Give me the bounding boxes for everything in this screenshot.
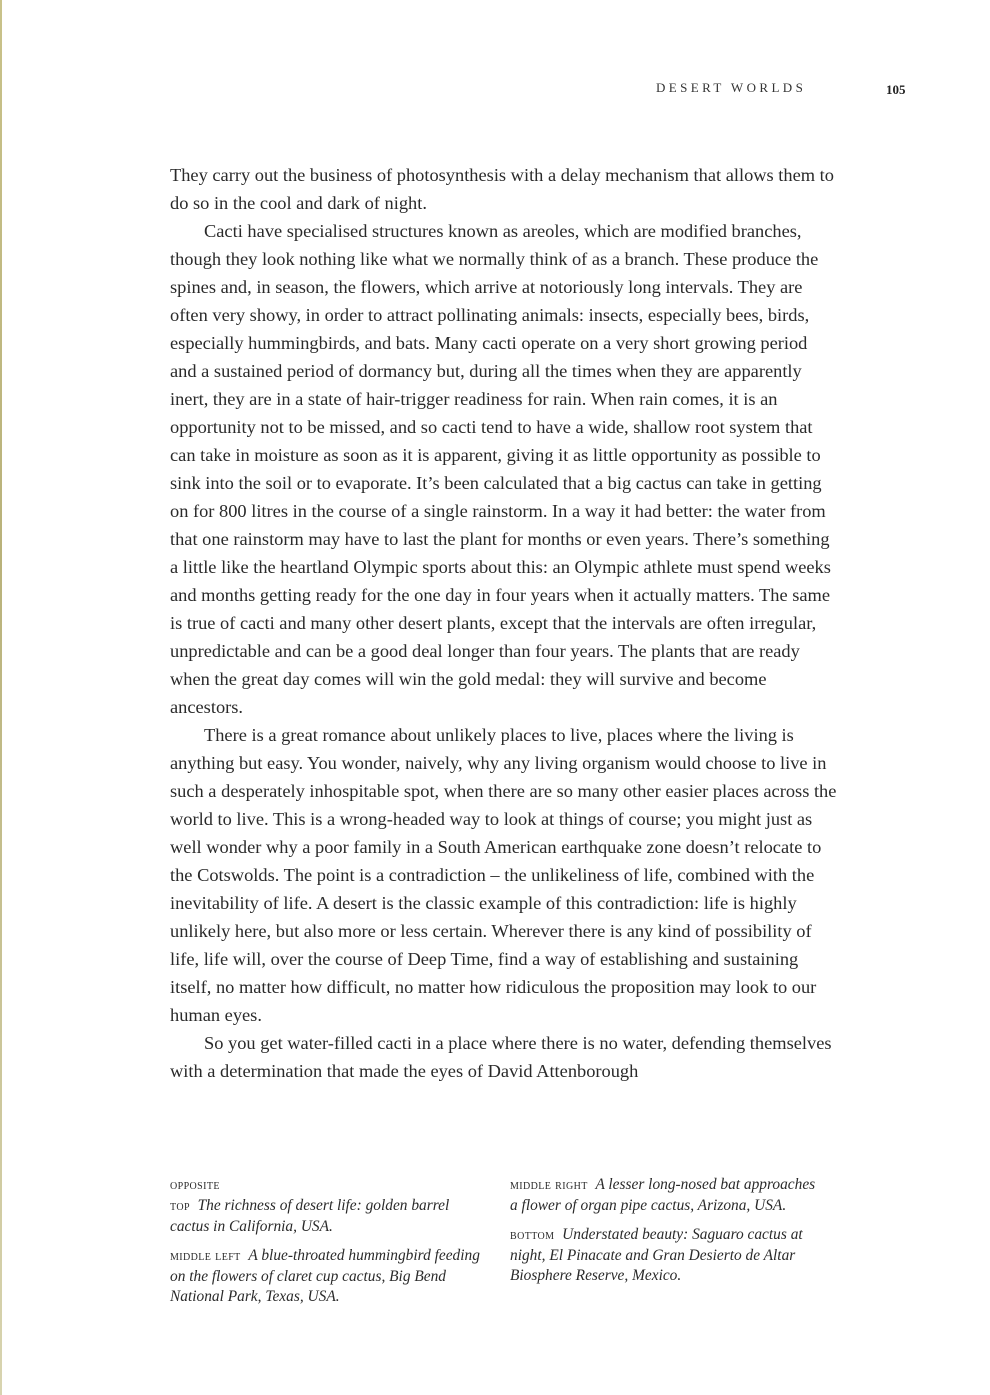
caption-middle-left [170,1246,480,1307]
caption-middle-left-text: A blue-throated hummingbird feeding on the flowers of claret cup cactus, Big Bend National Park, Texas, USA. [170,1247,480,1305]
paragraph: They carry out the business of photosynthesis with a delay mechanism that allows them to do so in the cool and dark of night. [170,165,834,213]
caption-column-left [170,1175,480,1316]
caption-middle-right [510,1175,820,1216]
paragraph: Cacti have specialised structures known as areoles, which are modified branches, though they look nothing like what we normally think of as a branch. These produce the spines and, in season, the flowers, which arrive at notoriously long intervals. They are often very showy, in order to attract pollinating animals: insects, especially bees, birds, especially hummingbirds, and bats. Many cacti operate on a very short growing period and a sustained period of dormancy but, during all the times when they are apparently inert, they are in a state of hair-trigger readiness for rain. When rain comes, it is an opportunity not to be missed, and so cacti tend to have a wide, shallow root system that can take in moisture as soon as it is apparent, giving it as little opportunity as possible to sink into the soil or to evaporate. It’s been calculated that a big cactus can take in getting on for 800 litres in the course of a single rainstorm. In a way it had better: the water from that one rainstorm may have to last the plant for months or even years. There’s something a little like the heartland Olympic sports about this: an Olympic athlete must spend weeks and months getting ready for the one day in four years when it actually matters. The same is true of cacti and many other desert plants, except that the intervals are often irregular, unpredictable and can be a good deal longer than four years. The plants that are ready when the great day comes will win the gold medal: they will survive and become ancestors. [170,221,831,717]
caption-opposite-label: opposite [170,1178,220,1193]
caption-middle-left-label: middle left [170,1249,241,1264]
paragraph: So you get water-filled cacti in a place where there is no water, defending themselves with a determination that made the eyes of David Attenborough [170,1033,832,1081]
caption-bottom [510,1225,820,1286]
photo-captions [170,1175,838,1315]
page-edge-line [0,0,2,1395]
caption-bottom-label: bottom [510,1228,555,1243]
caption-bottom-text: Understated beauty: Saguaro cactus at night, El Pinacate and Gran Desierto de Altar Biosphere Reserve, Mexico. [510,1226,803,1284]
caption-column-right [510,1175,820,1295]
caption-middle-right-label: middle right [510,1178,588,1193]
running-head: DESERT WORLDS [656,80,807,95]
page-number: 105 [886,82,906,97]
body-text [170,161,838,1085]
paragraph: There is a great romance about unlikely places to live, places where the living is anything but easy. You wonder, naively, why any living organism would choose to live in such a desperately inhospitable spot, when there are so many other easier places across the world to live. This is a wrong-headed way to look at things of course; you might just as well wonder why a poor family in a South American earthquake zone doesn’t relocate to the Cotswolds. The point is a contradiction – the unlikeliness of life, combined with the inevitability of life. A desert is the classic example of this contradiction: life is highly unlikely here, but also more or less certain. Wherever there is any kind of possibility of life, life will, over the course of Deep Time, find a way of establishing and sustaining itself, no matter how difficult, no matter how ridiculous the proposition may look to our human eyes. [170,725,837,1025]
caption-middle-right-text: A lesser long-nosed bat approaches a flower of organ pipe cactus, Arizona, USA. [510,1176,816,1214]
caption-top [170,1196,480,1237]
caption-top-text: The richness of desert life: golden barrel cactus in California, USA. [170,1197,450,1235]
caption-top-label: top [170,1199,190,1214]
